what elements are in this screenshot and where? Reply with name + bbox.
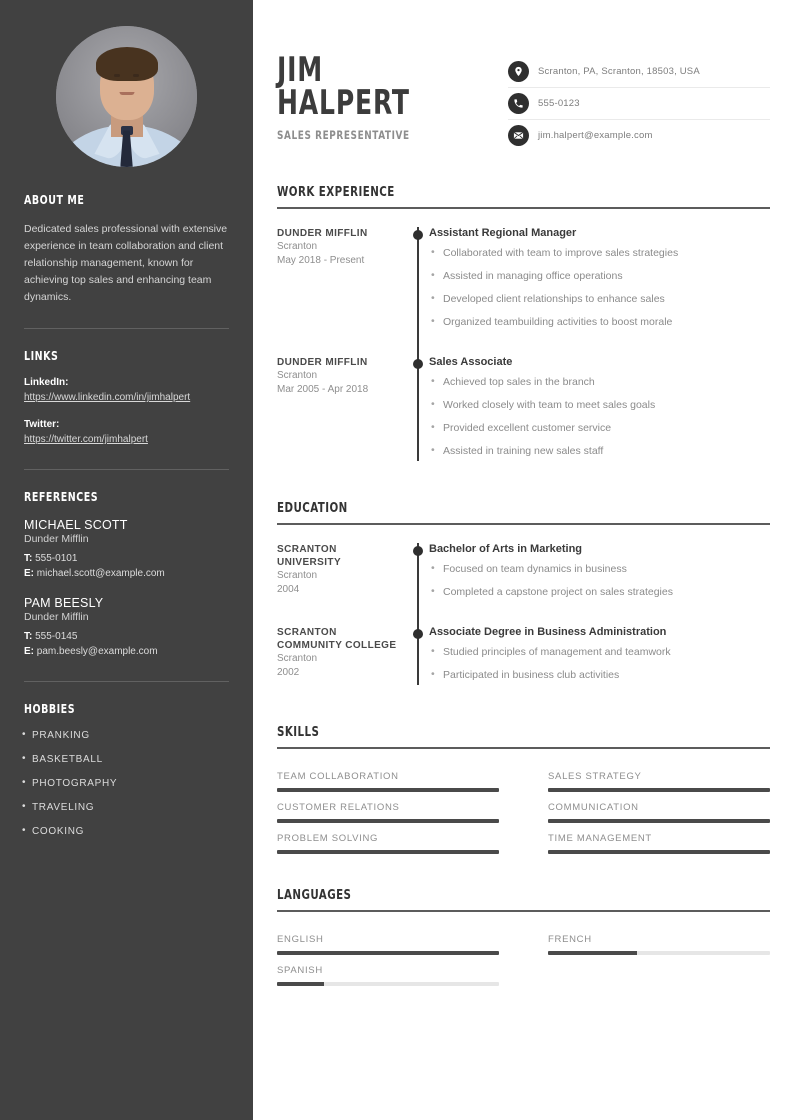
work-bullet: • Collaborated with team to improve sales strategies [429,246,770,260]
name-block [277,40,439,142]
skill-bar-fill [277,788,499,792]
work-entry-body [429,356,770,467]
sidebar [0,0,253,1120]
skills-grid [277,761,770,854]
phone-icon [508,93,529,114]
section-heading-education: EDUCATION [277,501,348,516]
education-bullet: • Participated in business club activities [429,668,770,682]
education-bullet: • Studied principles of management and teamwork [429,645,770,659]
education-location: Scranton [277,653,318,664]
email-value: pam.beesly@example.com [36,646,158,657]
email-value: michael.scott@example.com [36,568,165,579]
reference-item [24,518,229,581]
work-entry-body [429,227,770,338]
envelope-icon [508,125,529,146]
skill-bar-track [277,788,499,792]
phone-value: 555-0101 [35,553,78,564]
education-org: SCRANTON UNIVERSITY [277,544,342,568]
about-heading: ABOUT ME [24,193,85,207]
work-org: DUNDER MIFFLIN [277,228,368,239]
work-org: DUNDER MIFFLIN [277,357,368,368]
reference-org: Dunder Mifflin [24,611,89,623]
language-item [277,965,499,986]
languages-section [277,888,770,986]
section-heading-skills: SKILLS [277,725,320,740]
hobbies-heading: HOBBIES [24,702,76,716]
section-rule [277,910,770,912]
education-location: Scranton [277,570,318,581]
skill-label: SALES STRATEGY [548,771,642,782]
divider [24,328,229,329]
hobbies-section [24,702,229,837]
skill-item [277,771,499,792]
education-degree: Bachelor of Arts in Marketing [429,543,583,555]
hobby-item: • COOKING [24,826,229,837]
reference-email [24,566,229,581]
work-experience-section [277,185,770,467]
contact-location-text: Scranton, PA, Scranton, 18503, USA [538,66,700,77]
reference-name: MICHAEL SCOTT [24,518,128,532]
language-bar-track [277,951,499,955]
section-heading-languages: LANGUAGES [277,888,352,903]
contact-row-location [508,56,770,88]
language-item [548,934,770,955]
education-org: SCRANTON COMMUNITY COLLEGE [277,627,397,651]
language-label: SPANISH [277,965,323,976]
links-section [24,349,229,447]
link-url-linkedin[interactable]: https://www.linkedin.com/in/jimhalpert [24,392,191,403]
work-entry [277,356,770,467]
work-location: Scranton [277,241,318,252]
skill-label: PROBLEM SOLVING [277,833,379,844]
skill-bar-fill [548,788,770,792]
contact-email-text: jim.halpert@example.com [538,130,653,141]
avatar-container [24,26,229,167]
skill-item [277,833,499,854]
education-dates: 2002 [277,667,300,678]
divider [24,469,229,470]
avatar [56,26,197,167]
email-label: E: [24,568,34,579]
language-bar-track [548,951,770,955]
timeline-dot-icon [413,546,423,556]
work-bullet: • Assisted in managing office operations [429,269,770,283]
divider [24,681,229,682]
work-location: Scranton [277,370,318,381]
reference-phone [24,629,229,644]
education-entry-meta [277,543,407,608]
work-dates: Mar 2005 - Apr 2018 [277,384,369,395]
work-bullet: • Developed client relationships to enhance sales [429,292,770,306]
skill-label: TEAM COLLABORATION [277,771,399,782]
reference-name: PAM BEESLY [24,596,104,610]
contact-row-phone [508,88,770,120]
timeline-dot-icon [413,629,423,639]
education-degree: Associate Degree in Business Administration [429,626,667,638]
work-role: Sales Associate [429,356,513,368]
section-heading-work: WORK EXPERIENCE [277,185,395,200]
skills-section [277,725,770,854]
language-label: FRENCH [548,934,592,945]
work-role: Assistant Regional Manager [429,227,577,239]
link-label: Twitter: [24,419,60,430]
contact-list [508,40,770,151]
languages-grid [277,924,770,986]
skill-bar-fill [548,850,770,854]
skill-bar-track [277,819,499,823]
skill-bar-track [548,850,770,854]
language-bar-fill [548,951,637,955]
work-bullet: • Assisted in training new sales staff [429,444,770,458]
skill-bar-fill [548,819,770,823]
education-entry-meta [277,626,407,691]
links-heading: LINKS [24,349,59,363]
skill-item [277,802,499,823]
skill-item [548,771,770,792]
work-bullet: • Organized teambuilding activities to boost morale [429,315,770,329]
timeline-marker [407,356,429,467]
contact-row-email [508,120,770,151]
work-dates: May 2018 - Present [277,255,365,266]
education-bullet: • Completed a capstone project on sales strategies [429,585,770,599]
section-rule [277,523,770,525]
language-bar-fill [277,951,499,955]
skill-bar-track [277,850,499,854]
skill-label: TIME MANAGEMENT [548,833,652,844]
skill-label: CUSTOMER RELATIONS [277,802,400,813]
skill-bar-fill [277,819,499,823]
phone-value: 555-0145 [35,631,78,642]
section-rule [277,747,770,749]
education-bullet: • Focused on team dynamics in business [429,562,770,576]
email-label: E: [24,646,34,657]
link-item-linkedin [24,377,229,405]
about-section [24,193,229,306]
timeline-marker [407,543,429,608]
timeline-marker [407,227,429,338]
location-pin-icon [508,61,529,82]
work-entry-meta [277,356,407,467]
hobby-item: • TRAVELING [24,802,229,813]
work-entry [277,227,770,338]
resume-header [277,40,770,151]
reference-item [24,596,229,659]
section-rule [277,207,770,209]
skill-bar-fill [277,850,499,854]
skill-item [548,802,770,823]
references-heading: REFERENCES [24,490,99,504]
about-text: Dedicated sales professional with extensive experience in team collaboration and client relationship management, known for achieving top sales and enhancing team dynamics. [24,223,228,303]
hobby-item: • BASKETBALL [24,754,229,765]
skill-label: COMMUNICATION [548,802,639,813]
skill-item [548,833,770,854]
education-entry [277,626,770,691]
language-item [277,934,499,955]
skill-bar-track [548,788,770,792]
language-bar-track [277,982,499,986]
hobby-item: • PRANKING [24,730,229,741]
language-label: ENGLISH [277,934,324,945]
main-content [253,0,794,1120]
phone-label: T: [24,553,33,564]
work-entry-meta [277,227,407,338]
contact-phone-text: 555-0123 [538,98,580,109]
references-section [24,490,229,659]
phone-label: T: [24,631,33,642]
education-entry [277,543,770,608]
timeline-marker [407,626,429,691]
timeline-dot-icon [413,230,423,240]
work-bullet: • Achieved top sales in the branch [429,375,770,389]
work-bullet: • Worked closely with team to meet sales goals [429,398,770,412]
link-label: LinkedIn: [24,377,69,388]
reference-email [24,644,229,659]
last-name: HALPERT [277,83,410,123]
work-bullet: • Provided excellent customer service [429,421,770,435]
education-section [277,501,770,691]
reference-org: Dunder Mifflin [24,533,89,545]
education-dates: 2004 [277,584,300,595]
language-bar-fill [277,982,324,986]
link-url-twitter[interactable]: https://twitter.com/jimhalpert [24,434,148,445]
education-entry-body [429,543,770,608]
job-title: SALES REPRESENTATIVE [277,128,410,142]
reference-phone [24,551,229,566]
education-entry-body [429,626,770,691]
skill-bar-track [548,819,770,823]
link-item-twitter [24,419,229,447]
hobby-item: • PHOTOGRAPHY [24,778,229,789]
first-name: JIM [277,50,324,90]
timeline-dot-icon [413,359,423,369]
